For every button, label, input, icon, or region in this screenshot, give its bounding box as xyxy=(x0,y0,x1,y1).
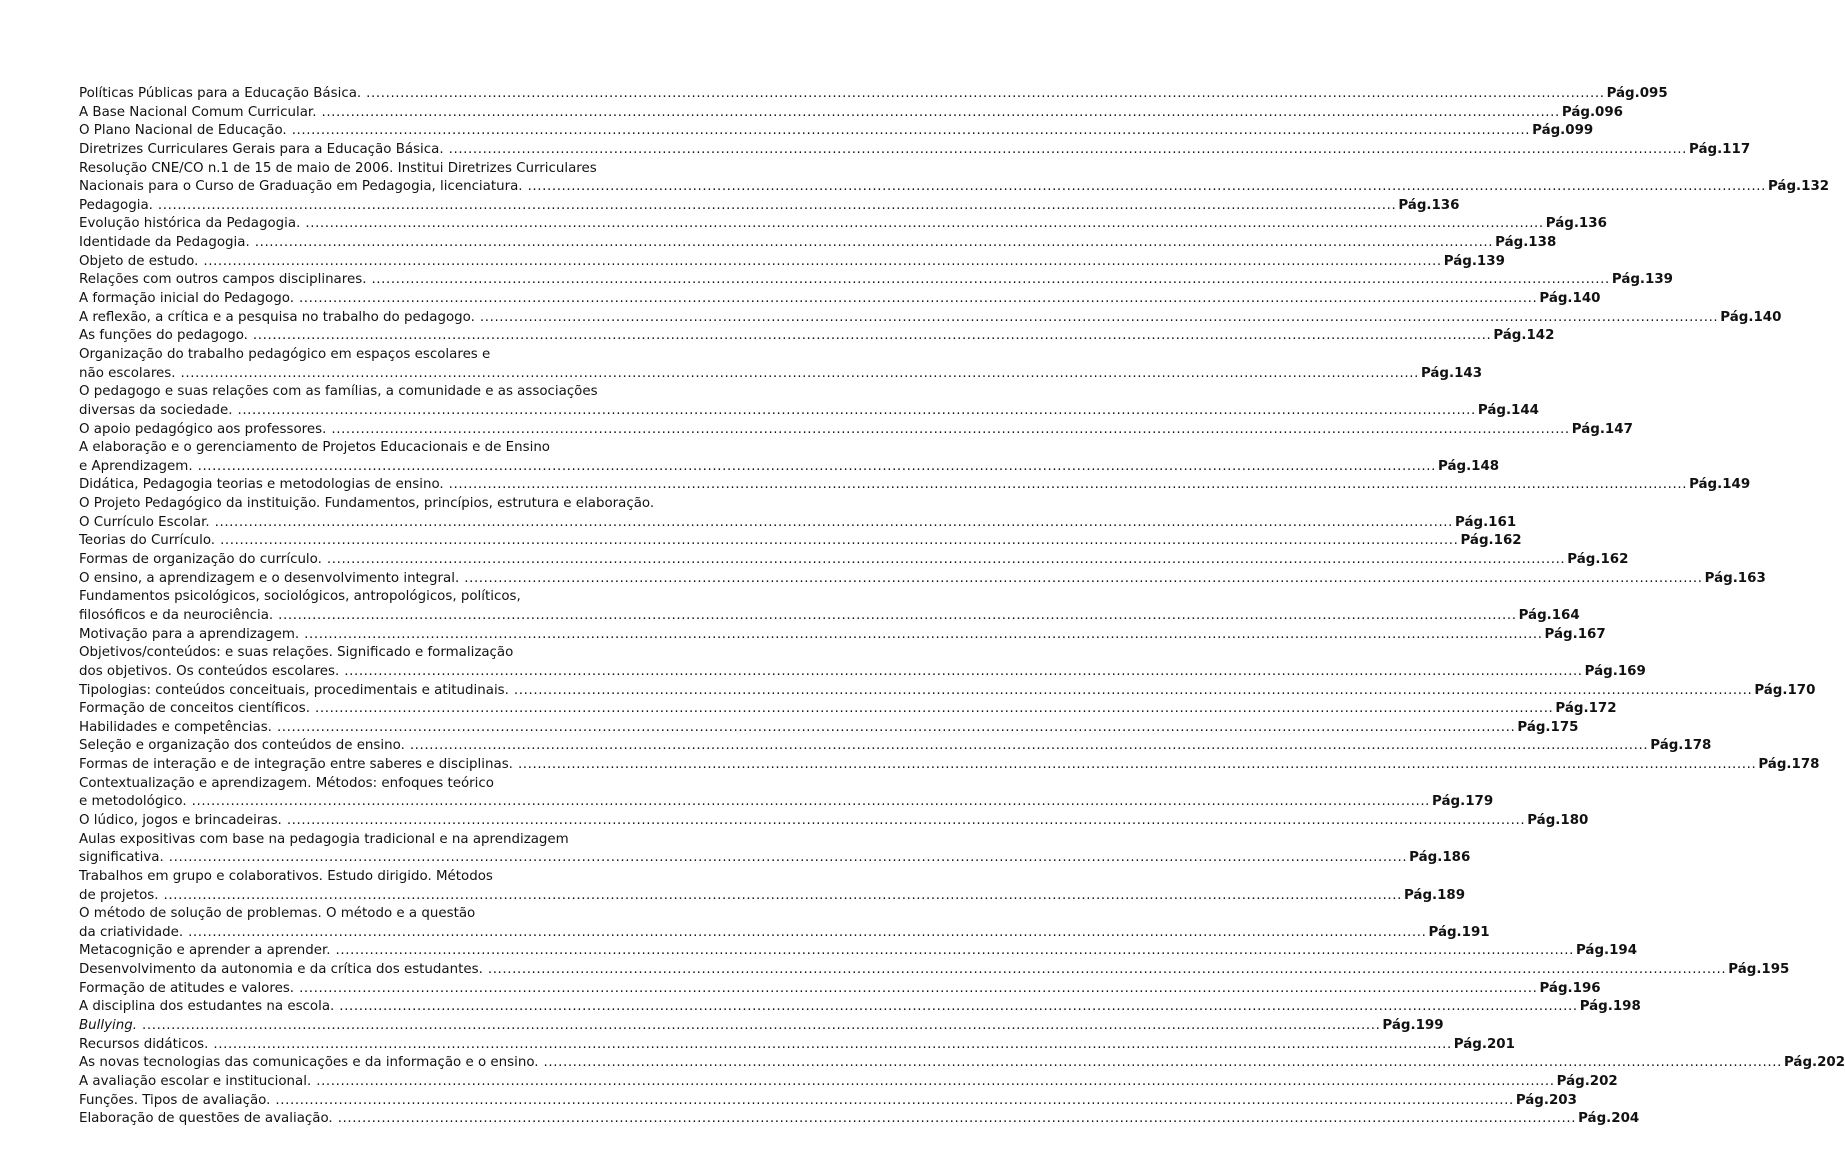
toc-entry xyxy=(79,421,1633,440)
toc-dot-leader xyxy=(187,793,1430,812)
toc-entry-page: Pág.186 xyxy=(1409,850,1471,866)
toc-entry-title: e Aprendizagem. xyxy=(79,458,193,474)
toc-entry xyxy=(79,1110,1640,1129)
toc-entry-title: O pedagogo e suas relações com as famílias, a comunidade e as associações xyxy=(79,384,598,400)
toc-entry-title: de projetos. xyxy=(79,887,159,903)
toc-entry-title: Formas de interação e de integração entre saberes e disciplinas. xyxy=(79,757,513,773)
toc-entry-page: Pág.180 xyxy=(1527,812,1589,828)
toc-entry xyxy=(79,1017,1444,1036)
toc-dot-leader xyxy=(300,215,1543,234)
toc-entry-title: Trabalhos em grupo e colaborativos. Estudo dirigido. Métodos xyxy=(79,868,493,884)
toc-entry-page: Pág.178 xyxy=(1650,738,1712,754)
toc-entry-title: Teorias do Currículo. xyxy=(79,533,216,549)
toc-dot-leader xyxy=(270,1092,1513,1111)
toc-entry-page: Pág.169 xyxy=(1584,663,1646,679)
toc-entry xyxy=(79,980,1601,999)
toc-entry xyxy=(79,327,1555,346)
toc-entry-title: Tipologias: conteúdos conceituais, procedimentais e atitudinais. xyxy=(79,682,509,698)
toc-entry-title: não escolares. xyxy=(79,365,176,381)
toc-dot-leader xyxy=(294,980,1537,999)
toc-entry xyxy=(79,1054,1845,1073)
toc-entry-page: Pág.138 xyxy=(1495,235,1557,251)
toc-entry-title: A avaliação escolar e institucional. xyxy=(79,1073,312,1089)
toc-entry-title: diversas da sociedade. xyxy=(79,402,233,418)
toc-entry xyxy=(79,849,1471,868)
toc-entry-page: Pág.143 xyxy=(1420,365,1483,381)
toc-entry-page: Pág.148 xyxy=(1438,458,1500,474)
toc-entry-page: Pág.136 xyxy=(1398,197,1460,213)
toc-entry-title: A elaboração e o gerenciamento de Projetos Educacionais e de Ensino xyxy=(79,440,550,456)
toc-entry-title: Nacionais para o Curso de Graduação em Pedagogia, licenciatura. xyxy=(79,179,523,195)
toc-entry xyxy=(79,234,1557,253)
toc-entry xyxy=(79,215,1607,234)
toc-entry xyxy=(79,961,1790,980)
toc-entry-title: Diretrizes Curriculares Gerais para a Educação Básica. xyxy=(79,141,444,157)
toc-entry-title: Elaboração de questões de avaliação. xyxy=(79,1111,333,1127)
toc-entry xyxy=(79,476,1751,495)
toc-entry xyxy=(79,271,1673,290)
toc-entry-page: Pág.201 xyxy=(1453,1036,1515,1052)
toc-entry-page: Pág.191 xyxy=(1428,924,1490,940)
toc-entry-title: A formação inicial do Pedagogo. xyxy=(79,291,294,307)
toc-entry-title: O Plano Nacional de Educação. xyxy=(79,123,287,139)
toc-entry-title: Desenvolvimento da autonomia e da crítica dos estudantes. xyxy=(79,962,483,978)
toc-dot-leader xyxy=(282,812,1525,831)
toc-entry-page: Pág.147 xyxy=(1571,421,1633,437)
toc-entry-title: Identidade da Pedagogia. xyxy=(79,235,250,251)
toc-entry xyxy=(79,887,1466,906)
toc-dot-leader xyxy=(322,551,1565,570)
toc-entry xyxy=(79,383,739,402)
toc-entry xyxy=(79,309,1782,328)
toc-dot-leader xyxy=(316,104,1559,123)
toc-entry xyxy=(79,868,739,887)
toc-entry-page: Pág.099 xyxy=(1532,123,1594,139)
toc-entry-page: Pág.161 xyxy=(1455,514,1517,530)
toc-entry xyxy=(79,737,1712,756)
toc-entry-title: Objetivos/conteúdos: e suas relações. Significado e formalização xyxy=(79,645,514,661)
toc-entry-page: Pág.167 xyxy=(1544,626,1606,642)
toc-entry-page: Pág.139 xyxy=(1611,272,1673,288)
toc-entry-page: Pág.164 xyxy=(1518,607,1580,623)
toc-dot-leader xyxy=(159,887,1402,906)
toc-entry xyxy=(79,253,1505,272)
toc-entry-page: Pág.140 xyxy=(1720,309,1782,325)
toc-entry xyxy=(79,719,1579,738)
toc-dot-leader xyxy=(444,141,1687,160)
toc-entry-page: Pág.202 xyxy=(1783,1055,1845,1071)
toc-entry-page: Pág.194 xyxy=(1575,943,1638,959)
toc-entry xyxy=(79,439,739,458)
toc-dot-leader xyxy=(333,1110,1576,1129)
toc-entry-page: Pág.199 xyxy=(1382,1018,1444,1034)
toc-dot-leader xyxy=(210,514,1453,533)
toc-dot-leader xyxy=(208,1036,1451,1055)
toc-dot-leader xyxy=(475,309,1718,328)
toc-entry-page: Pág.170 xyxy=(1754,682,1816,698)
toc-entry-title: filosóficos e da neurociência. xyxy=(79,607,274,623)
toc-entry xyxy=(79,458,1500,477)
toc-entry xyxy=(79,532,1522,551)
toc-entry xyxy=(79,160,739,179)
toc-entry xyxy=(79,942,1638,961)
toc-entry xyxy=(79,756,1820,775)
toc-entry-title: Motivação para a aprendizagem. xyxy=(79,626,300,642)
toc-entry-title: Evolução histórica da Pedagogia. xyxy=(79,216,301,232)
toc-entry-title: significativa. xyxy=(79,850,164,866)
toc-entry-title: O apoio pedagógico aos professores. xyxy=(79,421,327,437)
toc-entry xyxy=(79,626,1606,645)
toc-entry xyxy=(79,122,1594,141)
toc-dot-leader xyxy=(331,942,1574,961)
toc-entry-title: O lúdico, jogos e brincadeiras. xyxy=(79,812,282,828)
toc-entry xyxy=(79,365,1483,384)
toc-entry-title: Metacognição e aprender a aprender. xyxy=(79,943,331,959)
toc-entry-title: da criatividade. xyxy=(79,924,184,940)
toc-entry xyxy=(79,1092,1577,1111)
toc-entry-title: Formas de organização do currículo. xyxy=(79,552,322,568)
toc-entry-title: O ensino, a aprendizagem e o desenvolvimento integral. xyxy=(79,570,460,586)
toc-dot-leader xyxy=(509,682,1752,701)
toc-entry-title: A disciplina dos estudantes na escola. xyxy=(79,999,335,1015)
toc-entry xyxy=(79,346,739,365)
toc-dot-leader xyxy=(183,924,1426,943)
toc-dot-leader xyxy=(523,178,1766,197)
toc-entry-title: Organização do trabalho pedagógico em espaços escolares e xyxy=(79,346,491,362)
toc-dot-leader xyxy=(310,700,1553,719)
toc-entry-page: Pág.149 xyxy=(1689,477,1751,493)
toc-dot-leader xyxy=(248,327,1491,346)
toc-dot-leader xyxy=(137,1017,1380,1036)
toc-entry xyxy=(79,588,739,607)
toc-entry xyxy=(79,998,1641,1017)
toc-entry-page: Pág.139 xyxy=(1443,253,1505,269)
toc-dot-leader xyxy=(153,197,1396,216)
toc-entry xyxy=(79,644,739,663)
toc-dot-leader xyxy=(326,421,1569,440)
toc-dot-leader xyxy=(273,607,1516,626)
toc-entry-title: Políticas Públicas para a Educação Básica. xyxy=(79,86,362,101)
toc-entry xyxy=(79,793,1494,812)
toc-entry-page: Pág.179 xyxy=(1432,794,1494,810)
toc-entry-title: Fundamentos psicológicos, sociológicos, antropológicos, políticos, xyxy=(79,589,521,605)
toc-dot-leader xyxy=(361,85,1604,104)
toc-entry-page: Pág.144 xyxy=(1477,402,1539,418)
toc-entry-page: Pág.202 xyxy=(1556,1073,1618,1089)
toc-dot-leader xyxy=(287,122,1530,141)
toc-entry xyxy=(79,812,1589,831)
toc-dot-leader xyxy=(164,849,1407,868)
toc-entry xyxy=(79,924,1490,943)
toc-entry-title: e metodológico. xyxy=(79,794,187,810)
toc-entry xyxy=(79,905,739,924)
toc-entry-title: Aulas expositivas com base na pedagogia tradicional e na aprendizagem xyxy=(79,831,569,847)
toc-dot-leader xyxy=(405,737,1648,756)
toc-dot-leader xyxy=(232,402,1475,421)
toc-entry-page: Pág.172 xyxy=(1555,701,1617,717)
toc-entry-title: Funções. Tipos de avaliação. xyxy=(79,1092,271,1108)
toc-dot-leader xyxy=(250,234,1493,253)
toc-entry xyxy=(79,663,1646,682)
toc-entry xyxy=(79,495,739,514)
toc-entry xyxy=(79,607,1580,626)
toc-entry-title: dos objetivos. Os conteúdos escolares. xyxy=(79,663,340,679)
toc-entry-page: Pág.095 xyxy=(1606,86,1668,101)
toc-entry-page: Pág.189 xyxy=(1403,887,1466,903)
toc-dot-leader xyxy=(272,719,1515,738)
toc-entry xyxy=(79,682,1816,701)
toc-entry-title: As funções do pedagogo. xyxy=(79,328,248,344)
toc-entry-page: Pág.195 xyxy=(1728,962,1790,978)
toc-entry-title: A reflexão, a crítica e a pesquisa no trabalho do pedagogo. xyxy=(79,309,475,325)
toc-dot-leader xyxy=(294,290,1537,309)
toc-entry xyxy=(79,831,739,850)
toc-entry-page: Pág.178 xyxy=(1758,757,1820,773)
table-of-contents xyxy=(79,85,1845,1129)
toc-entry-page: Pág.132 xyxy=(1767,179,1830,195)
toc-dot-leader xyxy=(444,476,1687,495)
toc-dot-leader xyxy=(198,253,1441,272)
toc-entry-page: Pág.140 xyxy=(1539,291,1601,307)
toc-entry-page: Pág.175 xyxy=(1517,719,1579,735)
toc-dot-leader xyxy=(339,663,1582,682)
toc-dot-leader xyxy=(193,458,1436,477)
toc-entry xyxy=(79,178,1830,197)
toc-dot-leader xyxy=(539,1054,1782,1073)
toc-entry-title: Didática, Pedagogia teorias e metodologias de ensino. xyxy=(79,477,444,493)
toc-dot-leader xyxy=(513,756,1756,775)
toc-dot-leader xyxy=(483,961,1726,980)
toc-dot-leader xyxy=(366,271,1609,290)
toc-entry-title: Pedagogia. xyxy=(79,197,153,213)
toc-entry-title: Recursos didáticos. xyxy=(79,1036,209,1052)
toc-entry-title: Relações com outros campos disciplinares. xyxy=(79,272,367,288)
toc-entry-title: Resolução CNE/CO n.1 de 15 de maio de 2006. Institui Diretrizes Curriculares xyxy=(79,160,597,176)
toc-entry-title: Habilidades e competências. xyxy=(79,719,272,735)
toc-entry-page: Pág.096 xyxy=(1561,104,1623,120)
toc-entry xyxy=(79,85,1668,104)
toc-entry-title: A Base Nacional Comum Curricular. xyxy=(79,104,317,120)
toc-entry-page: Pág.203 xyxy=(1515,1092,1577,1108)
toc-dot-leader xyxy=(176,365,1419,384)
toc-entry xyxy=(79,197,1460,216)
toc-entry-page: Pág.117 xyxy=(1689,141,1751,157)
toc-entry-title: Bullying. xyxy=(79,1018,138,1034)
toc-dot-leader xyxy=(311,1073,1554,1092)
toc-entry-page: Pág.162 xyxy=(1460,533,1522,549)
toc-entry-title: Seleção e organização dos conteúdos de ensino. xyxy=(79,738,405,754)
toc-entry-title: As novas tecnologias das comunicações e da informação e o ensino. xyxy=(79,1055,539,1071)
toc-entry-title: O Currículo Escolar. xyxy=(79,514,210,530)
toc-entry xyxy=(79,570,1766,589)
toc-dot-leader xyxy=(459,570,1702,589)
toc-entry xyxy=(79,1036,1515,1055)
toc-entry-title: Contextualização e aprendizagem. Métodos: enfoques teórico xyxy=(79,775,494,791)
toc-entry-page: Pág.196 xyxy=(1539,980,1601,996)
toc-entry xyxy=(79,402,1539,421)
toc-dot-leader xyxy=(299,626,1542,645)
toc-entry xyxy=(79,1073,1618,1092)
toc-entry-title: Objeto de estudo. xyxy=(79,253,199,269)
toc-entry xyxy=(79,104,1623,123)
toc-dot-leader xyxy=(334,998,1577,1017)
toc-entry xyxy=(79,700,1617,719)
toc-entry-page: Pág.198 xyxy=(1579,999,1641,1015)
toc-entry-title: Formação de conceitos científicos. xyxy=(79,701,310,717)
toc-entry xyxy=(79,290,1601,309)
toc-entry-page: Pág.162 xyxy=(1567,552,1629,568)
toc-entry-title: O Projeto Pedagógico da instituição. Fundamentos, princípios, estrutura e elaboração. xyxy=(79,496,655,512)
toc-entry-page: Pág.163 xyxy=(1704,570,1766,586)
toc-entry-title: O método de solução de problemas. O método e a questão xyxy=(79,906,476,922)
toc-entry-title: Formação de atitudes e valores. xyxy=(79,980,295,996)
toc-entry-page: Pág.204 xyxy=(1578,1111,1640,1127)
toc-entry-page: Pág.136 xyxy=(1545,216,1607,232)
toc-entry xyxy=(79,551,1629,570)
toc-entry xyxy=(79,141,1751,160)
toc-dot-leader xyxy=(215,532,1458,551)
toc-entry xyxy=(79,775,739,794)
toc-entry-page: Pág.142 xyxy=(1493,328,1555,344)
toc-entry xyxy=(79,514,1517,533)
